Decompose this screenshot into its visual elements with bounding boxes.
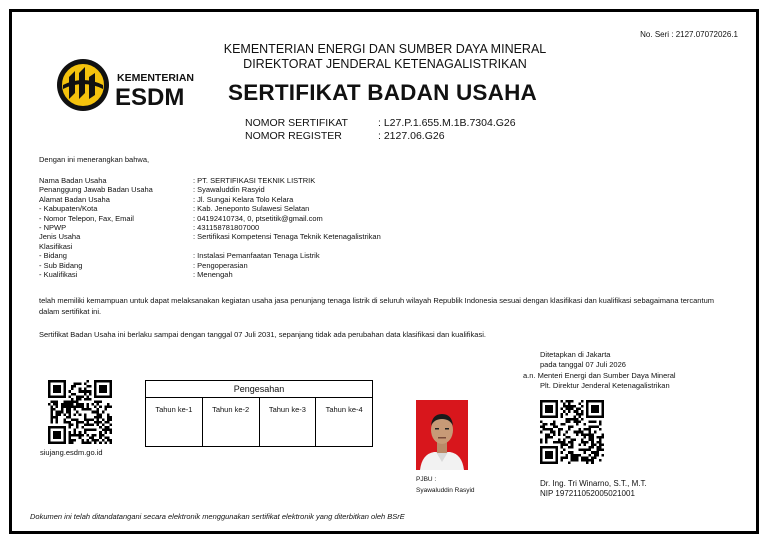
field-label: - Kabupaten/Kota <box>39 204 98 214</box>
ministry-header <box>205 42 565 72</box>
field-value: : Jl. Sungai Kelara Tolo Kelara <box>193 194 294 204</box>
capability-statement: telah memiliki kemampuan untuk dapat melaksanakan kegiatan usaha jasa penunjang tenaga listrik di seluruh wilayah Republik Indonesia sesuai dengan klasifikasi dan kualifikasi sebagaimana tercantum dalam sertifikat ini. <box>39 296 714 316</box>
field-value: : Syawaluddin Rasyid <box>193 185 265 195</box>
pengesahan-year-1: Tahun ke-1 <box>146 398 203 446</box>
field-value: : 04192410734, 0, ptsetitik@gmail.com <box>193 213 323 223</box>
pengesahan-table <box>145 380 373 447</box>
field-label: - Bidang <box>39 251 67 261</box>
esdm-emblem-icon <box>55 55 225 115</box>
sign-position: Plt. Direktur Jenderal Ketenagalistrikan <box>540 380 670 390</box>
certificate-number-value: : L27.P.1.655.M.1B.7304.G26 <box>378 117 516 129</box>
validity-statement: Sertifikat Badan Usaha ini berlaku sampai dengan tanggal 07 Juli 2031, sepanjang tidak ada perubahan data klasifikasi dan kualifikasi. <box>39 330 486 339</box>
signer-block <box>540 479 647 499</box>
signer-nip: NIP 197211052005021001 <box>540 489 635 498</box>
qr-code-verification[interactable] <box>48 380 112 444</box>
pjbu-name: Syawaluddin Rasyid <box>416 487 475 494</box>
field-label: Alamat Badan Usaha <box>39 194 110 204</box>
field-label: Penanggung Jawab Badan Usaha <box>39 185 153 195</box>
logo-text-line1: KEMENTERIAN <box>117 72 195 84</box>
pjbu-caption <box>416 474 475 496</box>
field-label: Jenis Usaha <box>39 232 81 242</box>
pengesahan-year-2: Tahun ke-2 <box>203 398 260 446</box>
field-value: : Kab. Jeneponto Sulawesi Selatan <box>193 204 310 214</box>
field-value: : 431158781807000 <box>193 222 260 232</box>
sign-date: pada tanggal 07 Juli 2026 <box>540 360 626 370</box>
signer-name: Dr. Ing. Tri Winarno, S.T., M.T. <box>540 479 647 488</box>
electronic-signature-note: Dokumen ini telah ditandatangani secara elektronik menggunakan sertifikat elektronik yang diterbitkan oleh BSrE <box>30 512 405 521</box>
register-number-value: : 2127.06.G26 <box>378 129 445 142</box>
pengesahan-year-3: Tahun ke-3 <box>260 398 317 446</box>
field-label: Nama Badan Usaha <box>39 176 107 185</box>
field-label: Klasifikasi <box>39 241 73 251</box>
field-label: - Sub Bidang <box>39 260 83 270</box>
pjbu-label: PJBU : <box>416 476 437 483</box>
field-label: - Nomor Telepon, Fax, Email <box>39 213 134 223</box>
field-value: : Pengoperasian <box>193 260 248 270</box>
serial-number: No. Seri : 2127.07072026.1 <box>640 30 738 39</box>
esdm-logo <box>55 55 225 115</box>
pjbu-photo <box>416 400 468 470</box>
field-label: - NPWP <box>39 222 67 232</box>
company-fields <box>39 176 381 279</box>
sign-place: Ditetapkan di Jakarta <box>540 350 611 359</box>
field-value: : Instalasi Pemanfaatan Tenaga Listrik <box>193 251 320 261</box>
field-value: : Sertifikasi Kompetensi Tenaga Teknik Ketenagalistrikan <box>193 232 381 242</box>
signature-block <box>523 350 676 391</box>
pengesahan-year-4: Tahun ke-4 <box>325 405 363 414</box>
website-url[interactable]: siujang.esdm.go.id <box>40 448 103 457</box>
certificate-numbers <box>245 117 516 142</box>
field-value: : PT. SERTIFIKASI TEKNIK LISTRIK <box>193 176 316 185</box>
intro-text: Dengan ini menerangkan bahwa, <box>39 155 150 164</box>
logo-text-line2: ESDM <box>115 84 185 111</box>
pengesahan-title: Pengesahan <box>146 381 372 398</box>
document-title: SERTIFIKAT BADAN USAHA <box>228 80 537 105</box>
field-label: - Kualifikasi <box>39 269 78 279</box>
certificate-number-label: NOMOR SERTIFIKAT <box>245 117 348 129</box>
field-value: : Menengah <box>193 269 233 279</box>
register-number-label: NOMOR REGISTER <box>245 129 342 142</box>
sign-on-behalf: a.n. Menteri Energi dan Sumber Daya Mineral <box>523 370 676 380</box>
qr-code-signature[interactable] <box>540 400 604 464</box>
directorate-name: DIREKTORAT JENDERAL KETENAGALISTRIKAN <box>243 57 527 71</box>
ministry-name: KEMENTERIAN ENERGI DAN SUMBER DAYA MINERAL <box>223 42 547 56</box>
